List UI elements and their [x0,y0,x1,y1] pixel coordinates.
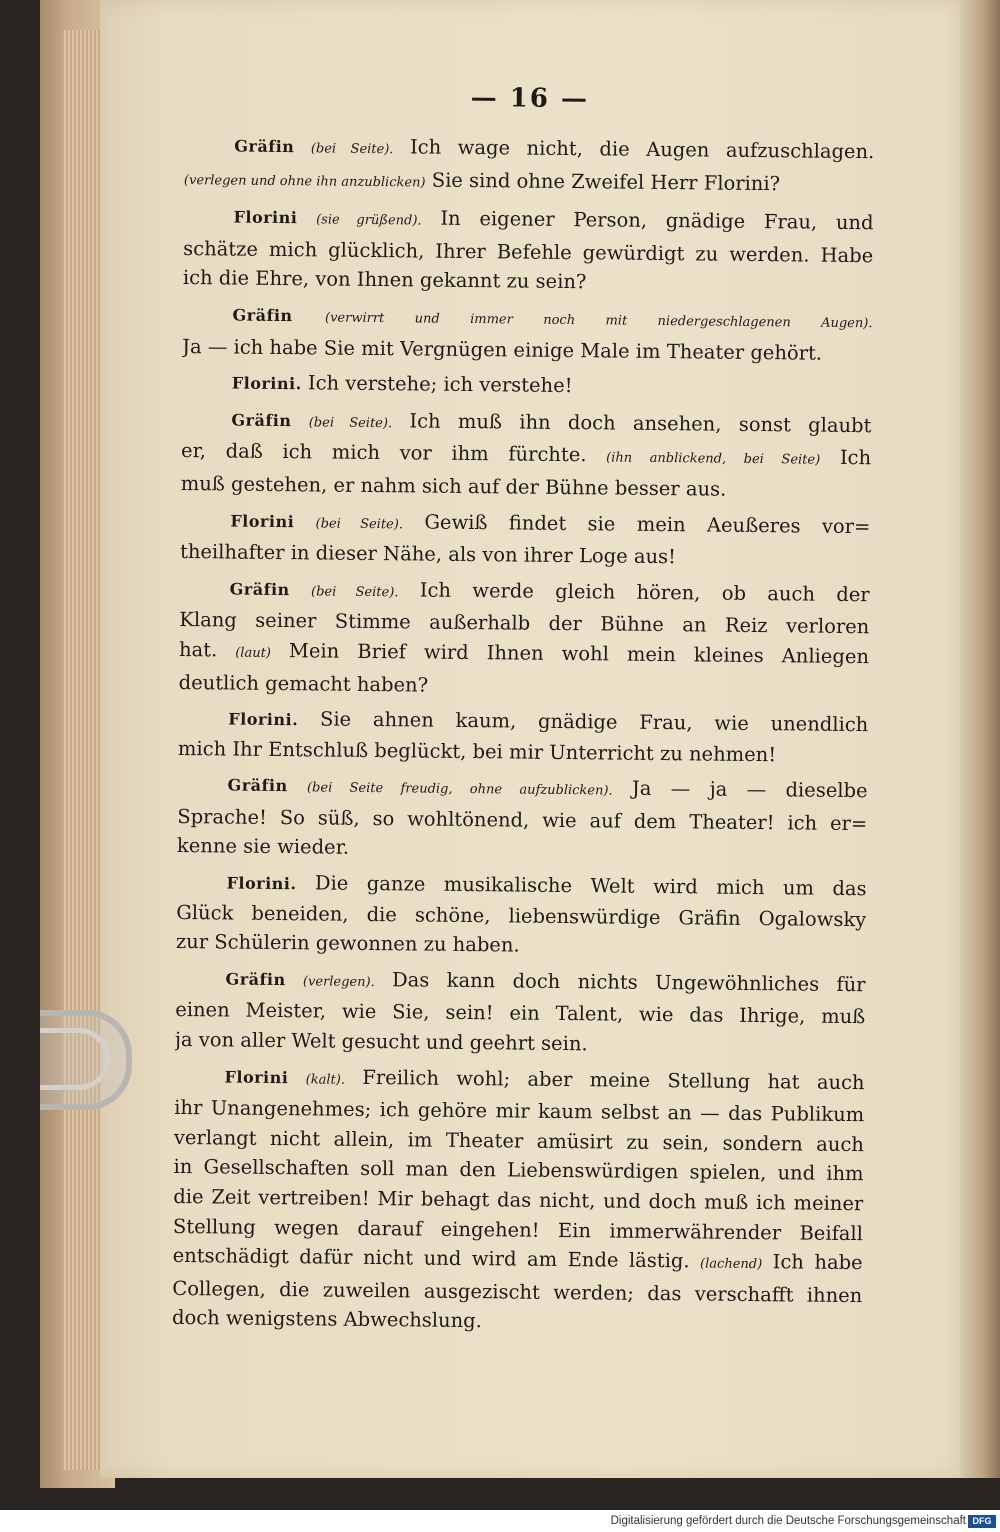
stage-direction: (bei Seite). [315,515,404,532]
speaker-name: Florini [233,207,298,228]
dialogue-paragraph [179,573,870,705]
dialogue-paragraph [182,299,873,368]
dfg-logo-icon: DFG [968,1515,996,1528]
spoken-text: Das kann doch nichts Ungewöhnliches für [392,968,866,997]
spoken-text: Mein Brief wird Ihnen wohl mein kleines Anliegen [288,639,870,669]
spoken-text: muß gestehen, er nahm sich auf der Bühne besser aus. [180,471,727,501]
speaker-name: Gräfin [232,305,293,326]
spoken-text: Stellung wegen darauf eingehen! Ein immerwährender Beifall [172,1214,864,1245]
spoken-text: Ich habe [772,1250,863,1275]
dialogue-paragraph [181,404,872,506]
speaker-name: Gräfin [225,969,286,989]
dialogue-paragraphs [172,130,875,1340]
spoken-text: Ich [839,446,872,470]
speaker-name: Florini [230,511,295,531]
spoken-text: Collegen, die zuweilen ausgezischt werden; das verschafft ihnen [172,1276,863,1307]
spoken-text: In eigener Person, gnädige Frau, und [440,206,874,235]
speaker-name: Florini. [228,709,299,730]
page-number: — 16 — [470,82,590,115]
speaker-name: Gräfin [229,579,290,599]
page-stack-edge [62,30,102,1470]
spoken-text: Sie sind ohne Zweifel Herr Florini? [431,168,781,195]
spoken-text: Ja — ja — dieselbe [631,777,868,803]
dialogue-paragraph [177,769,868,868]
dialogue-paragraph [180,505,871,574]
text-line [178,734,868,771]
stage-direction: (laut) [235,645,272,661]
dialogue-paragraph [178,703,869,770]
spoken-text: Klang seiner Stimme außerhalb der Bühne an Reiz verloren [179,608,870,639]
stage-direction: (bei Seite). [310,584,399,600]
page-text-block [172,80,875,1346]
dialogue-paragraph [184,130,875,202]
spoken-text: Ja — ich habe Sie mit Vergnügen einige Male im Theater gehört. [182,334,823,365]
dialogue-paragraph [182,367,872,405]
spoken-text: Freilich wohl; aber meine Stellung hat auch [362,1065,865,1094]
spoken-text: Gewiß findet sie mein Aeußeres vor= [424,510,871,538]
stage-direction: (sie grüßend). [316,212,422,229]
page-curl-right [960,0,1000,1478]
speaker-name: Gräfin [234,136,295,157]
spoken-text: in Gesellschaften soll man den Liebenswürdigen spielen, und ihm [173,1155,864,1186]
stage-direction: (kalt). [305,1071,346,1088]
speaker-name: Gräfin [231,410,292,430]
spoken-text: verlangt nicht allein, im Theater amüsirt zu sein, sondern auch [173,1125,865,1156]
spoken-text: einen Meister, wie Sie, sein! ein Talent, wie das Ihrige, muß [175,998,866,1029]
text-line [184,163,874,203]
stage-direction: (lachend) [700,1256,763,1273]
stage-direction: (bei Seite). [308,415,393,431]
spoken-text: entschädigt dafür nicht und wird am Ende lästig. [172,1244,690,1273]
spoken-text: Ich werde gleich hören, ob auch der [419,578,870,606]
spoken-text: kenne sie wieder. [176,834,350,860]
stage-direction: (bei Seite). [310,141,394,158]
spoken-text: doch wenigstens Abwechslung. [171,1306,483,1333]
spoken-text: Sprache! So süß, so wohltönend, wie auf dem Theater! ich er= [177,804,868,836]
paper-clip-inner [40,1028,110,1090]
spoken-text: ihr Unangenehmes; ich gehöre mir kaum selbst an — das Publikum [174,1096,865,1127]
spoken-text: hat. [178,637,218,662]
speaker-name: Gräfin [227,775,288,796]
spoken-text: Ich muß ihn doch ansehen, sonst glaubt [409,409,872,437]
speaker-name: Florini. [231,373,302,394]
stage-direction: (bei Seite freudig, ohne aufzublicken). [306,780,613,799]
spoken-text: Ich wage nicht, die Augen aufzuschlagen. [409,135,875,164]
stage-direction: (verwirrt und immer noch mit niedergeschlagenen Augen). [324,310,873,332]
speaker-name: Florini. [226,873,297,894]
spoken-text: deutlich gemacht haben? [178,670,429,697]
stage-direction: (verlegen). [302,974,375,990]
dialogue-paragraph [183,201,874,300]
dialogue-paragraph [175,963,866,1062]
spoken-text: Ich verstehe; ich verstehe! [307,371,573,398]
footer-bar [0,1512,1000,1532]
spoken-text: er, daß ich mich vor ihm fürchte. [180,439,587,467]
stage-direction: (ihn anblickend, bei Seite) [606,450,821,469]
spoken-text: Die ganze musikalische Welt wird mich um das [314,871,867,901]
stage-direction: (verlegen und ohne ihn anzublicken) [183,172,426,191]
spoken-text: Sie ahnen kaum, gnädige Frau, wie unendlich [319,707,869,737]
spoken-text: schätze mich glücklich, Ihrer Befehle gewürdigt zu werden. Habe [183,236,874,267]
footer-credit: Digitalisierung gefördert durch die Deutsche Forschungsgemeinschaft [610,1515,966,1527]
speaker-name: Florini [224,1067,289,1087]
spoken-text: ja von aller Welt gesucht und geehrt sein. [174,1027,588,1056]
spoken-text: Glück beneiden, die schöne, liebenswürdige Gräfin Ogalowsky [176,900,867,931]
spoken-text: die Zeit vertreiben! Mir behagt das nicht, und doch muß ich meiner [173,1184,864,1216]
spoken-text: mich Ihr Entschluß beglückt, bei mir Unterricht zu nehmen! [177,736,777,766]
spoken-text: theilhafter in dieser Nähe, als von ihrer Loge aus! [179,540,677,569]
spoken-text: ich die Ehre, von Ihnen gekannt zu sein? [182,266,587,294]
text-line [182,367,872,405]
dialogue-paragraph [176,867,867,964]
dialogue-paragraph [172,1061,865,1341]
spoken-text: zur Schülerin gewonnen zu haben. [175,930,520,957]
